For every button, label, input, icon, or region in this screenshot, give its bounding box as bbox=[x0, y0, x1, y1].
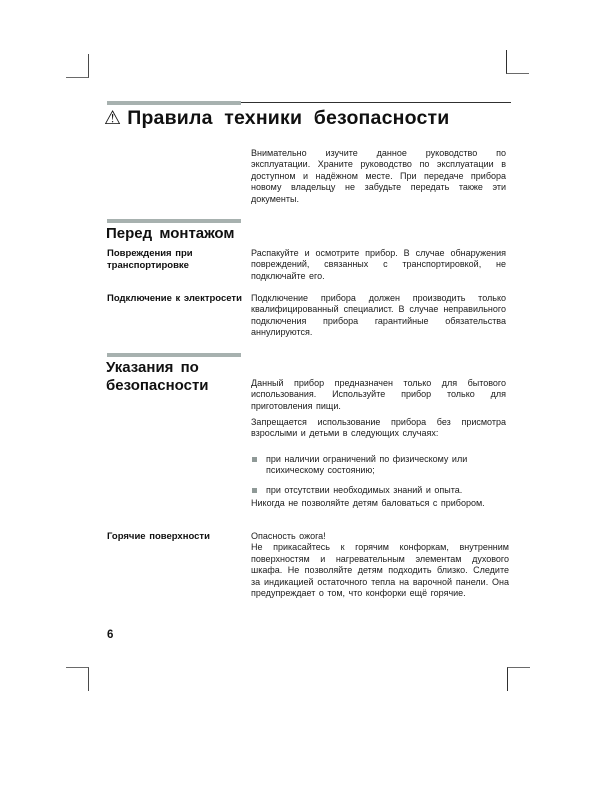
list-item bbox=[251, 454, 506, 477]
crop-mark-top-right bbox=[506, 50, 529, 74]
row-label-mains-connection: Подключение к электросети bbox=[107, 293, 242, 304]
safety-bullet-list bbox=[251, 454, 506, 504]
section-bar-before-install bbox=[107, 219, 241, 223]
danger-text: Не прикасайтесь к горячим конфоркам, внутренним поверхностям и нагревательным элементам духового шкафа. Не позволяйте детям подходить близко. Следите за индикацией остаточного тепла на варочной панели. Она предупреждает о том, что конфорки ещё горячие. bbox=[251, 542, 509, 599]
bullet-text: при наличии ограничений по физическому или психическому состоянию; bbox=[266, 454, 468, 476]
list-item bbox=[251, 485, 506, 496]
row-label-transport-damage: Повреждения при транспортировке bbox=[107, 248, 193, 271]
section-heading-before-install: Перед монтажом bbox=[106, 225, 235, 242]
crop-mark-bottom-right bbox=[507, 667, 530, 691]
crop-mark-top-left bbox=[66, 54, 89, 78]
bullet-square-icon bbox=[252, 457, 257, 462]
title-rule-line bbox=[241, 102, 511, 103]
bullet-square-icon bbox=[252, 488, 257, 493]
intro-paragraph: Внимательно изучите данное руководство по эксплуатации. Храните руководство по эксплуатации в доступном и надёжном месте. При передаче прибора новому владельцу не забудьте передать также эти документы. bbox=[251, 148, 506, 204]
title-rule-bar bbox=[107, 101, 241, 105]
warning-icon: ⚠ bbox=[104, 108, 122, 129]
row-text-transport-damage: Распакуйте и осмотрите прибор. В случае обнаружения повреждений, связанных с транспортировкой, не подключайте его. bbox=[251, 248, 506, 281]
page-title bbox=[104, 107, 449, 130]
page-title-text: Правила техники безопасности bbox=[127, 107, 450, 129]
hot-surfaces-text bbox=[251, 531, 509, 599]
section-bar-safety bbox=[107, 353, 241, 357]
danger-title: Опасность ожога! bbox=[251, 531, 326, 541]
section-heading-safety: Указания по безопасности bbox=[106, 359, 209, 394]
safety-paragraph-domestic-use: Данный прибор предназначен только для бытового использования. Используйте прибор только для приготовления пищи. bbox=[251, 378, 506, 411]
row-text-mains-connection: Подключение прибора должен производить только квалифицированный специалист. В случае неправильного подключения прибора гарантийные обязательства аннулируются. bbox=[251, 293, 506, 338]
row-label-hot-surfaces: Горячие поверхности bbox=[107, 531, 210, 542]
crop-mark-bottom-left bbox=[66, 667, 89, 691]
safety-paragraph-children: Никогда не позволяйте детям баловаться с прибором. bbox=[251, 498, 485, 508]
bullet-text: при отсутствии необходимых знаний и опыта. bbox=[266, 484, 463, 495]
page-number: 6 bbox=[107, 629, 114, 641]
safety-paragraph-supervision: Запрещается использование прибора без присмотра взрослыми и детьми в следующих случаях: bbox=[251, 417, 506, 439]
